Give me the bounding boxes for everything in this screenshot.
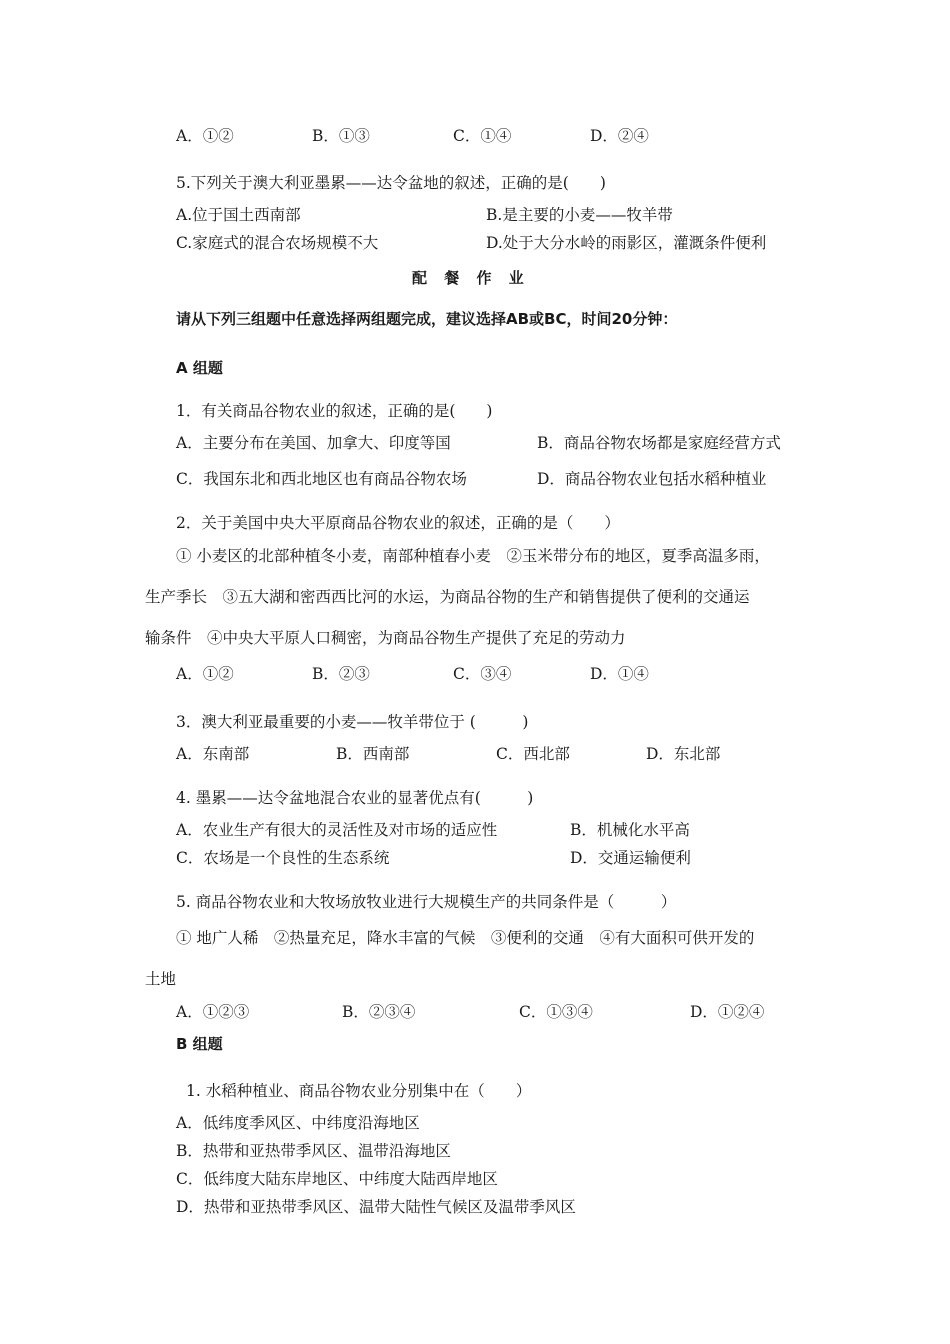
group-b-title: B 组题 (176, 1035, 223, 1053)
a-q4-option-d: D．交通运输便利 (570, 849, 691, 867)
prev-q5-stem: 5.下列关于澳大利亚墨累——达令盆地的叙述，正确的是( ) (176, 174, 606, 192)
group-a-title: A 组题 (176, 359, 223, 377)
a-q5-option-b: B．②③④ (342, 1003, 416, 1021)
b-q1-option-d: D．热带和亚热带季风区、温带大陆性气候区及温带季风区 (176, 1198, 576, 1216)
prev-q4-option-a: A．①② (176, 127, 234, 145)
a-q5-option-a: A．①②③ (176, 1003, 250, 1021)
a-q4-stem: 4. 墨累——达令盆地混合农业的显著优点有( ) (176, 789, 534, 807)
a-q5-stem: 5. 商品谷物农业和大牧场放牧业进行大规模生产的共同条件是（ ） (176, 893, 677, 911)
prev-q5-option-d: D.处于大分水岭的雨影区，灌溉条件便利 (486, 234, 767, 252)
a-q3-option-a: A．东南部 (176, 745, 250, 763)
prev-q4-option-b: B．①③ (312, 127, 370, 145)
instruction: 请从下列三组题中任意选择两组题完成，建议选择AB或BC，时间20分钟： (176, 310, 678, 328)
a-q2-line2: 生产季长 ③五大湖和密西西比河的水运，为商品谷物的生产和销售提供了便利的交通运 (145, 588, 750, 606)
prev-q4-option-d: D．②④ (590, 127, 649, 145)
a-q1-option-b: B．商品谷物农场都是家庭经营方式 (537, 434, 781, 452)
prev-q5-option-b: B.是主要的小麦——牧羊带 (486, 206, 673, 224)
a-q1-option-c: C．我国东北和西北地区也有商品谷物农场 (176, 470, 467, 488)
a-q3-option-d: D．东北部 (646, 745, 721, 763)
a-q2-line1: ① 小麦区的北部种植冬小麦，南部种植春小麦 ②玉米带分布的地区，夏季高温多雨， (176, 547, 770, 565)
b-q1-option-a: A．低纬度季风区、中纬度沿海地区 (176, 1114, 420, 1132)
a-q2-option-b: B．②③ (312, 665, 370, 683)
a-q2-option-a: A．①② (176, 665, 234, 683)
a-q1-option-d: D．商品谷物农业包括水稻种植业 (537, 470, 767, 488)
a-q5-option-d: D．①②④ (690, 1003, 765, 1021)
a-q2-line3: 输条件 ④中央大平原人口稠密，为商品谷物生产提供了充足的劳动力 (145, 629, 626, 647)
a-q2-option-c: C．③④ (453, 665, 512, 683)
a-q5-option-c: C．①③④ (519, 1003, 593, 1021)
a-q1-stem: 1．有关商品谷物农业的叙述，正确的是( ) (176, 402, 493, 420)
a-q5-line2: 土地 (145, 970, 177, 988)
b-q1-option-b: B．热带和亚热带季风区、温带沿海地区 (176, 1142, 451, 1160)
prev-q4-option-c: C．①④ (453, 127, 512, 145)
prev-q5-option-a: A.位于国土西南部 (176, 206, 301, 224)
a-q3-stem: 3．澳大利亚最重要的小麦——牧羊带位于 ( ) (176, 713, 529, 731)
section-title: 配 餐 作 业 (412, 269, 530, 287)
b-q1-stem: 1. 水稻种植业、商品谷物农业分别集中在（ ） (186, 1082, 532, 1100)
a-q4-option-a: A．农业生产有很大的灵活性及对市场的适应性 (176, 821, 498, 839)
a-q4-option-c: C．农场是一个良性的生态系统 (176, 849, 390, 867)
a-q3-option-b: B．西南部 (336, 745, 410, 763)
a-q3-option-c: C．西北部 (496, 745, 570, 763)
a-q2-option-d: D．①④ (590, 665, 649, 683)
b-q1-option-c: C．低纬度大陆东岸地区、中纬度大陆西岸地区 (176, 1170, 498, 1188)
a-q1-option-a: A．主要分布在美国、加拿大、印度等国 (176, 434, 451, 452)
prev-q5-option-c: C.家庭式的混合农场规模不大 (176, 234, 379, 252)
a-q5-line1: ① 地广人稀 ②热量充足，降水丰富的气候 ③便利的交通 ④有大面积可供开发的 (176, 929, 755, 947)
a-q2-stem: 2．关于美国中央大平原商品谷物农业的叙述，正确的是（ ） (176, 514, 620, 532)
a-q4-option-b: B．机械化水平高 (570, 821, 690, 839)
